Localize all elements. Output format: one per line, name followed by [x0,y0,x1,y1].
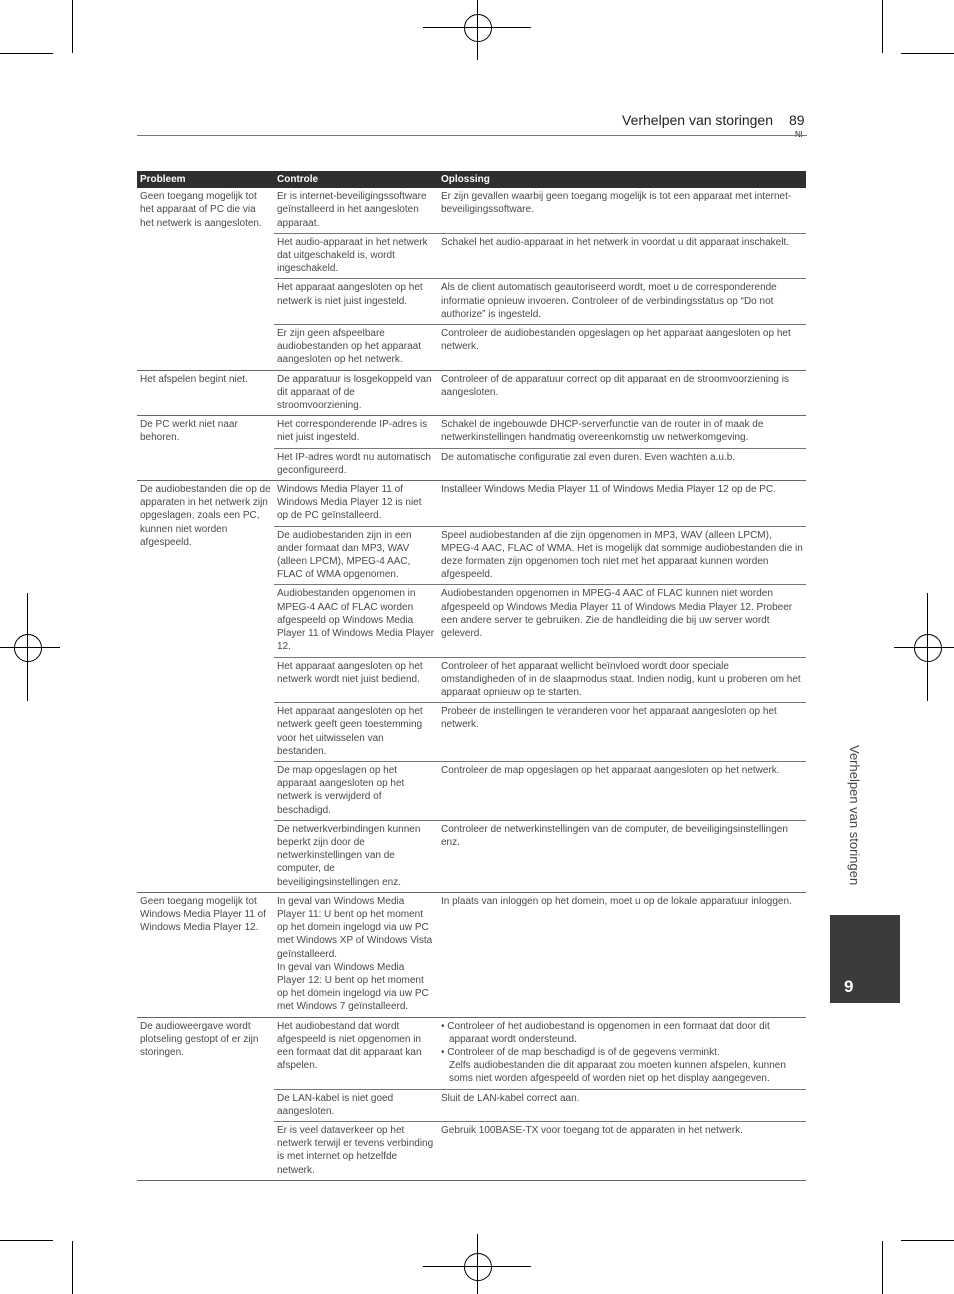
solution-cell: Controleer of de apparatuur correct op dit apparaat en de stroomvoorziening is aangesloten. [438,370,806,416]
check-cell: De audiobestanden zijn in een ander formaat dan MP3, WAV (alleen LPCM), MPEG-4 AAC, FLAC of WMA opgenomen. [274,526,438,585]
check-cell: Audiobestanden opgenomen in MPEG-4 AAC of FLAC worden afgespeeld op Windows Media Player 11 of Windows Media Player 12. [274,585,438,657]
solution-cell: Controleer de netwerkinstellingen van de computer, de beveiligingsinstellingen enz. [438,820,806,892]
solution-cell: Controleer de map opgeslagen op het apparaat aangesloten op het netwerk. [438,761,806,820]
solution-cell: Audiobestanden opgenomen in MPEG-4 AAC of FLAC kunnen niet worden afgespeeld op Windows Media Player 11 of Windows Media Player 12. Probeer een andere server te gebruiken. Zie de handleiding die bij uw server wordt geleverd. [438,585,806,657]
table-header-row [137,171,806,188]
crop-mark [901,1240,954,1241]
side-section-label: Verhelpen van storingen [847,745,862,886]
table-row [137,370,806,416]
crop-mark [882,1241,883,1294]
check-cell: De map opgeslagen op het apparaat aangesloten op het netwerk is verwijderd of beschadigd. [274,761,438,820]
registration-circle [464,14,492,42]
troubleshooting-table [137,171,806,1181]
check-cell: Er zijn geen afspeelbare audiobestanden op het apparaat aangesloten op het netwerk. [274,325,438,371]
header-solution: Oplossing [438,171,806,188]
header-rule [137,135,807,136]
check-cell: Het corresponderende IP-adres is niet juist ingesteld. [274,416,438,448]
check-cell: Het apparaat aangesloten op het netwerk is niet juist ingesteld. [274,279,438,325]
check-cell: Er is veel dataverkeer op het netwerk terwijl er tevens verbinding is met internet op hetzelfde netwerk. [274,1122,438,1181]
check-cell: Het IP-adres wordt nu automatisch geconfigureerd. [274,448,438,480]
solution-cell: Als de client automatisch geautoriseerd wordt, moet u de corresponderende informatie opnieuw invoeren. Controleer of de verbindingsstatus op “Do not authorize” is ingesteld. [438,279,806,325]
solution-bullet: • Controleer of de map beschadigd is of de gegevens verminkt. [441,1046,720,1058]
table-row [137,1017,806,1089]
chapter-number: 9 [844,977,854,996]
solution-cell: In plaats van inloggen op het domein, moet u op de lokale apparatuur inloggen. [438,892,806,1017]
section-title: Verhelpen van storingen [622,112,773,128]
check-cell: De LAN-kabel is niet goed aangesloten. [274,1089,438,1121]
check-cell: Windows Media Player 11 of Windows Media Player 12 is niet op de PC geïnstalleerd. [274,481,438,527]
crop-mark [0,53,53,54]
table-row [137,481,806,527]
header-check: Controle [274,171,438,188]
solution-cell: Installeer Windows Media Player 11 of Windows Media Player 12 op de PC. [438,481,806,527]
page-number: 89 [789,112,805,128]
chapter-tab [830,915,900,1003]
solution-cell [438,1017,806,1089]
problem-cell: Geen toegang mogelijk tot Windows Media Player 11 of Windows Media Player 12. [137,892,274,1017]
problem-cell: De PC werkt niet naar behoren. [137,416,274,481]
check-cell: De apparatuur is losgekoppeld van dit apparaat of de stroomvoorziening. [274,370,438,416]
solution-cell: Schakel de ingebouwde DHCP-serverfunctie van de router in of maak de netwerkinstellingen handmatig overeenkomstig uw netwerkomgeving. [438,416,806,448]
crop-mark [882,0,883,53]
solution-cell: Schakel het audio-apparaat in het netwerk in voordat u dit apparaat inschakelt. [438,233,806,279]
registration-circle [14,634,42,662]
solution-cell: Speel audiobestanden af die zijn opgenomen in MP3, WAV (alleen LPCM), MPEG-4 AAC, FLAC of WMA. Het is mogelijk dat sommige audiobestanden die in deze formaten zijn opgenomen toch niet met het apparaat kunnen worden afgespeeld. [438,526,806,585]
solution-cell: Controleer of het apparaat wellicht beïnvloed wordt door speciale omstandigheden of in de slaapmodus staat. Indien nodig, kunt u proberen om het apparaat opnieuw op te starten. [438,657,806,703]
problem-cell: Geen toegang mogelijk tot het apparaat of PC die via het netwerk is aangesloten. [137,188,274,370]
crop-mark [72,1241,73,1294]
solution-cell: Gebruik 100BASE-TX voor toegang tot de apparaten in het netwerk. [438,1122,806,1181]
check-text: In geval van Windows Media Player 12: U bent op het moment op het domein ingelogd via uw PC met Windows 7 geïnstalleerd. [277,961,429,1013]
check-cell: Er is internet-beveiligingssoftware geïnstalleerd in het aangesloten apparaat. [274,188,438,233]
table-row [137,892,806,1017]
check-cell [274,892,438,1017]
problem-cell: De audioweergave wordt plotseling gestopt of er zijn storingen. [137,1017,274,1180]
check-text: In geval van Windows Media Player 11: U bent op het moment op het domein ingelogd via uw PC met Windows XP of Windows Vista geïnstalleerd. [277,895,433,960]
check-cell: Het apparaat aangesloten op het netwerk geeft geen toestemming voor het uitwisselen van bestanden. [274,703,438,762]
problem-cell: Het afspelen begint niet. [137,370,274,416]
solution-bullet: • Controleer of het audiobestand is opgenomen in een formaat dat door dit apparaat wordt ondersteund. [441,1020,770,1045]
table-row [137,416,806,448]
check-cell: Het audio-apparaat in het netwerk dat uitgeschakeld is, wordt ingeschakeld. [274,233,438,279]
crop-mark [72,0,73,53]
check-cell: De netwerkverbindingen kunnen beperkt zijn door de netwerkinstellingen van de computer, de beveiligingsinstellingen enz. [274,820,438,892]
crop-mark [901,53,954,54]
solution-cell: Sluit de LAN-kabel correct aan. [438,1089,806,1121]
check-cell: Het audiobestand dat wordt afgespeeld is niet opgenomen in een formaat dat dit apparaat kan afspelen. [274,1017,438,1089]
registration-circle [914,634,942,662]
registration-circle [464,1253,492,1281]
solution-cell: Er zijn gevallen waarbij geen toegang mogelijk is tot een apparaat met internet-beveiligingssoftware. [438,188,806,233]
solution-cell: Probeer de instellingen te veranderen voor het apparaat aangesloten op het netwerk. [438,703,806,762]
header-problem: Probleem [137,171,274,188]
table-row [137,188,806,233]
solution-cell: De automatische configuratie zal even duren. Even wachten a.u.b. [438,448,806,480]
crop-mark [0,1240,53,1241]
check-cell: Het apparaat aangesloten op het netwerk wordt niet juist bediend. [274,657,438,703]
problem-cell: De audiobestanden die op de apparaten in het netwerk zijn opgeslagen, zoals een PC, kunnen niet worden afgespeeld. [137,481,274,893]
solution-cell: Controleer de audiobestanden opgeslagen op het apparaat aangesloten op het netwerk. [438,325,806,371]
solution-note: Zelfs audiobestanden die dit apparaat zou moeten kunnen afspelen, kunnen soms niet worden afgespeeld of worden niet op het display aangegeven. [449,1060,786,1085]
